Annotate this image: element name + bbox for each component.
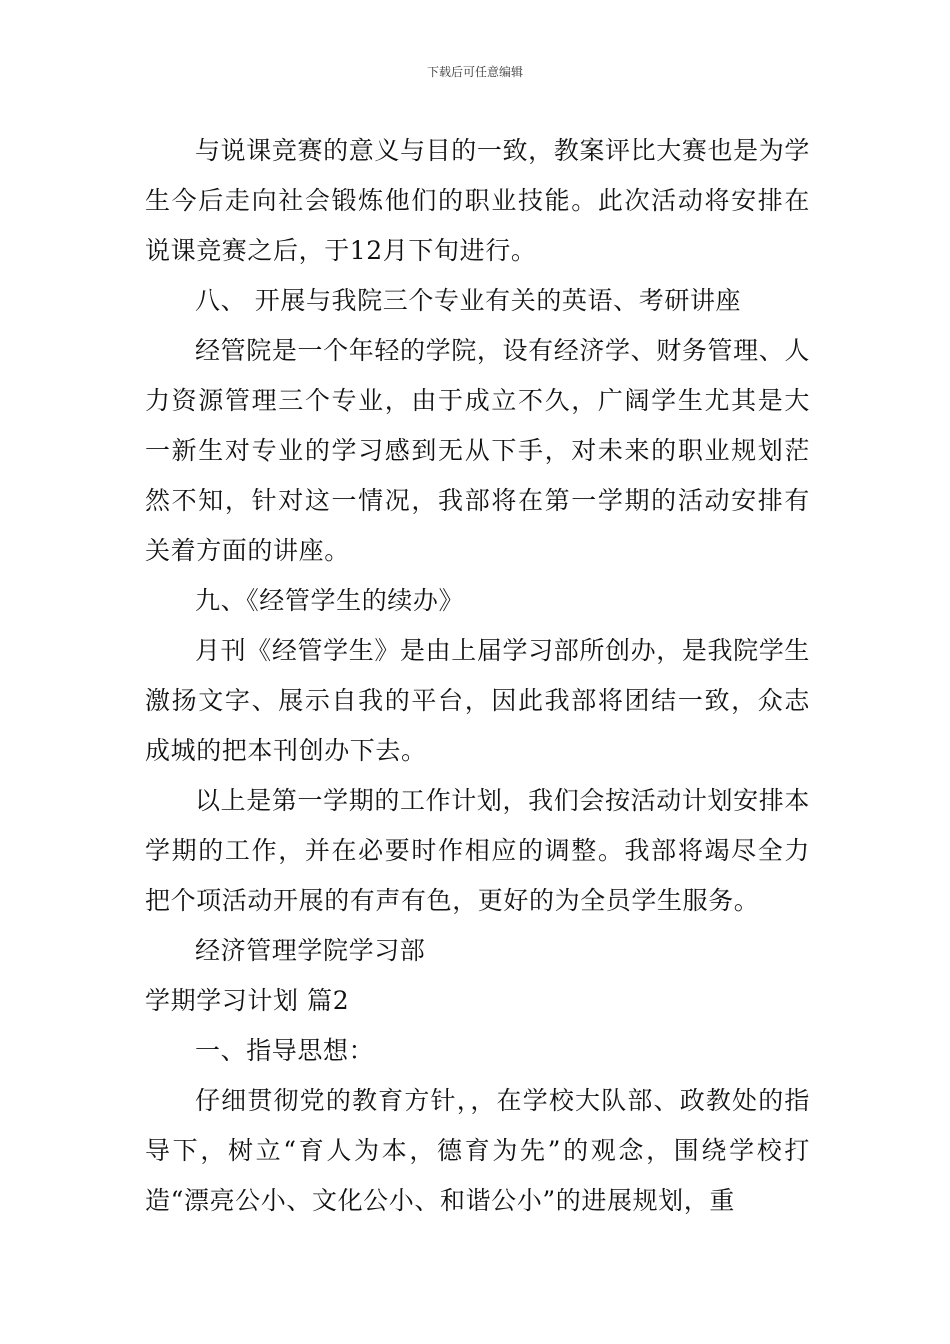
article-title-part-2: 学期学习计划 篇2: [145, 986, 350, 1015]
heading-guiding-ideology: 一、指导思想：: [195, 1036, 375, 1065]
heading-section-eight: 八、 开展与我院三个专业有关的英语、考研讲座: [195, 286, 742, 315]
paragraph-monthly-magazine: 月刊《经管学生》是由上届学习部所创办，是我院学生激扬文字、展示自我的平台，因此我部将团结一致，众志成城的把本刊创办下去。: [145, 636, 810, 765]
page-header: 下载后可任意编辑: [426, 65, 523, 79]
paragraph-lectures: 经管院是一个年轻的学院，设有经济学、财务管理、人力资源管理三个专业，由于成立不久，广阔学生尤其是大一新生对专业的学习感到无从下手，对未来的职业规划茫然不知，针对这一情况，我部将在第一学期的活动安排有关着方面的讲座。: [145, 336, 810, 565]
paragraph-guiding-ideology: 仔细贯彻党的教育方针，，在学校大队部、政教处的指导下，树立“育人为本，德育为先”的观念，围绕学校打造“漂亮公小、文化公小、和谐公小”的进展规划，重: [145, 1086, 810, 1215]
heading-section-nine: 九、《经管学生的续办》: [195, 586, 465, 615]
paragraph-lesson-plan-contest: 与说课竞赛的意义与目的一致，教案评比大赛也是为学生今后走向社会锻炼他们的职业技能。此次活动将安排在说课竞赛之后，于12月下旬进行。: [145, 136, 810, 265]
paragraph-summary: 以上是第一学期的工作计划，我们会按活动计划安排本学期的工作，并在必要时作相应的调整。我部将竭尽全力把个项活动开展的有声有色，更好的为全员学生服务。: [145, 786, 810, 915]
signature-department: 经济管理学院学习部: [195, 936, 426, 965]
document-body: [145, 126, 810, 1226]
